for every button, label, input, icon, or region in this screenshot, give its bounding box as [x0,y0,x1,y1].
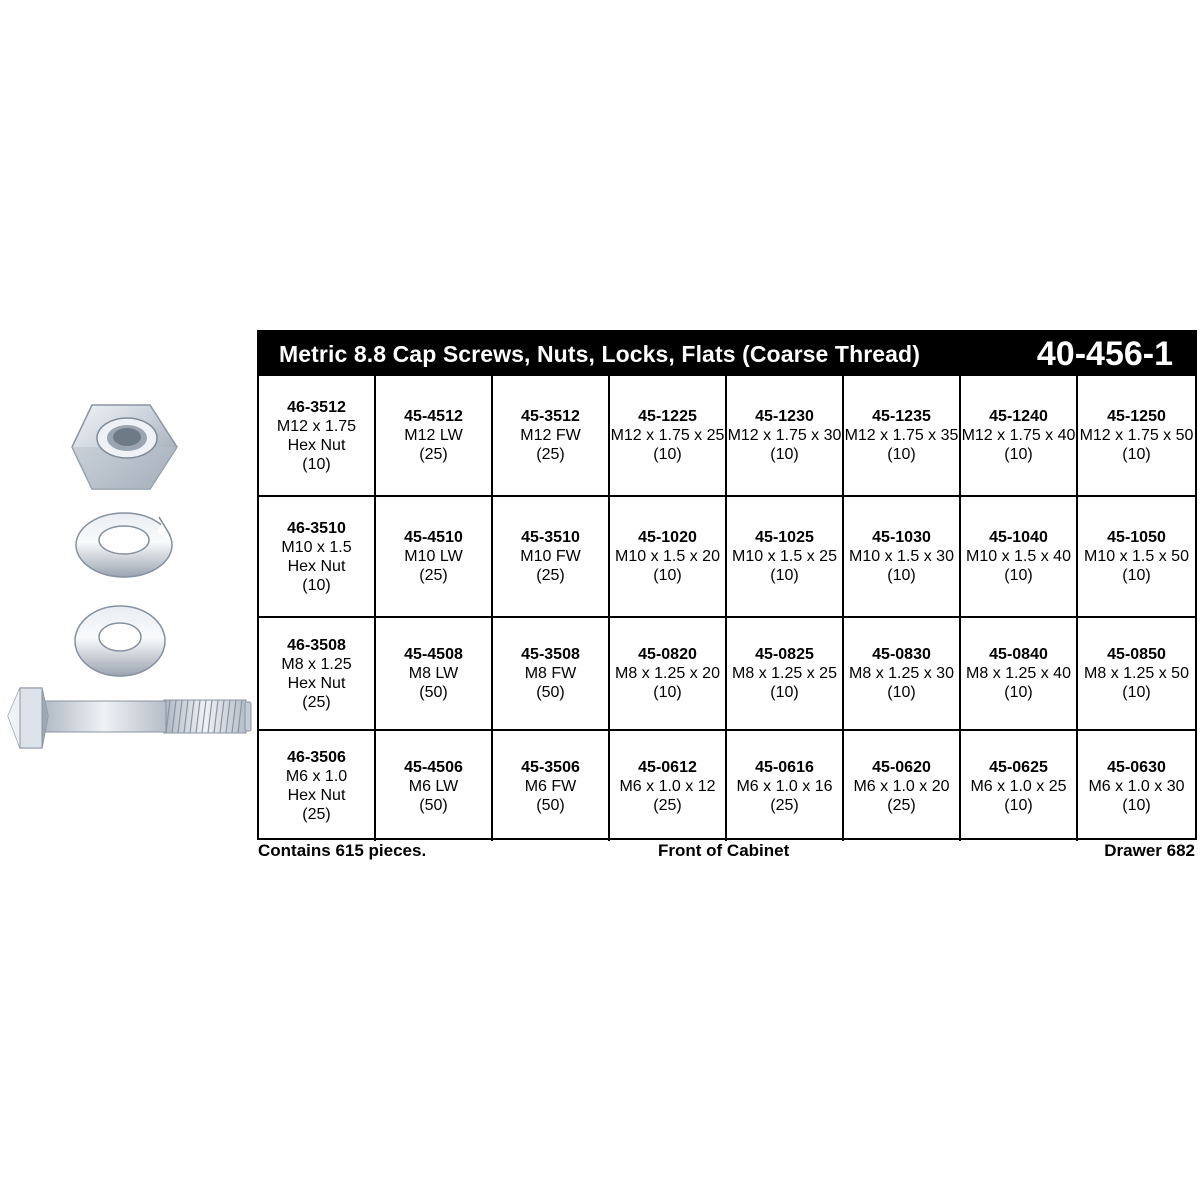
part-detail: (25) [653,796,682,814]
part-detail: M10 x 1.5 [281,538,352,556]
part-cell [376,497,493,618]
drawer-number: Drawer 682 [1104,841,1195,860]
part-cell [727,618,844,731]
part-number: 45-4508 [404,646,463,663]
part-cell [961,497,1078,618]
part-cell [376,731,493,841]
part-cell [610,618,727,731]
part-detail: M12 x 1.75 x 35 [844,427,959,444]
part-cell [961,731,1078,841]
part-number: 45-0620 [872,758,931,776]
part-number: 45-1240 [989,408,1048,425]
part-cell [1078,497,1195,618]
part-detail: (10) [1122,684,1151,701]
part-number: 45-1235 [872,408,931,425]
part-cell [493,497,610,618]
part-cell [844,497,961,618]
part-detail: (50) [536,796,565,814]
part-number: 45-0612 [638,758,697,776]
part-detail: M12 x 1.75 x 40 [961,427,1076,444]
part-detail: M8 x 1.25 x 30 [849,665,954,682]
part-detail: (10) [1004,446,1033,463]
part-detail: Hex Nut [287,557,346,575]
part-detail: M6 x 1.0 x 12 [619,777,716,795]
part-cell [844,376,961,497]
part-number: 45-0825 [755,646,814,663]
part-detail: (10) [1004,684,1033,701]
part-number: 45-3510 [521,529,580,546]
part-cell [1078,618,1195,731]
part-cell [493,618,610,731]
kit-number: 40-456-1 [1036,334,1173,373]
hardware-illustration [0,0,260,1200]
part-detail: (10) [887,446,916,463]
part-number: 45-3508 [521,646,580,663]
hex-nut-icon [72,405,177,489]
title-bar [259,332,1195,376]
part-number: 45-1020 [638,529,697,546]
part-detail: M10 x 1.5 x 30 [849,548,954,565]
part-number: 46-3510 [287,519,346,537]
part-detail: M12 x 1.75 x 30 [727,427,842,444]
part-detail: Hex Nut [287,436,346,454]
part-detail: (25) [419,446,448,463]
part-detail: (50) [419,796,448,814]
part-detail: (10) [653,684,682,701]
chart-footer [258,841,1195,863]
part-detail: M10 x 1.5 x 25 [732,548,837,565]
part-detail: (10) [1122,796,1151,814]
part-cell [493,731,610,841]
part-detail: M8 FW [524,665,577,682]
part-number: 45-4512 [404,408,463,425]
part-detail: (10) [653,446,682,463]
part-cell [961,376,1078,497]
part-cell [1078,376,1195,497]
part-number: 45-0840 [989,646,1048,663]
part-detail: M6 x 1.0 x 20 [853,777,950,795]
part-detail: (25) [302,693,331,711]
part-number: 45-1230 [755,408,814,425]
part-number: 45-1040 [989,529,1048,546]
parts-grid [259,376,1195,840]
part-cell [259,731,376,841]
part-detail: M8 x 1.25 x 25 [732,665,837,682]
part-number: 46-3508 [287,636,346,654]
part-cell [259,618,376,731]
part-cell [259,376,376,497]
part-detail: M6 FW [524,777,577,795]
part-number: 45-1030 [872,529,931,546]
part-detail: Hex Nut [287,674,346,692]
part-detail: (10) [1122,567,1151,584]
part-detail: M12 x 1.75 [276,417,357,435]
part-detail: M10 FW [520,548,581,565]
part-number: 45-0616 [755,758,814,776]
part-detail: Hex Nut [287,787,346,804]
part-detail: M12 LW [404,427,463,444]
part-number: 45-0630 [1107,758,1166,776]
part-cell [727,497,844,618]
part-detail: (10) [770,446,799,463]
part-cell [259,497,376,618]
chart-title: Metric 8.8 Cap Screws, Nuts, Locks, Flats (Coarse Thread) [279,340,920,367]
part-detail: (10) [770,684,799,701]
part-number: 45-0830 [872,646,931,663]
part-detail: M10 LW [404,548,463,565]
part-cell [493,376,610,497]
part-detail: (10) [770,567,799,584]
part-detail: (10) [302,576,331,594]
part-detail: M6 x 1.0 x 25 [970,777,1067,795]
part-detail: M12 x 1.75 x 25 [610,427,725,444]
part-detail: (25) [419,567,448,584]
part-detail: M6 LW [408,777,459,795]
part-detail: (25) [536,567,565,584]
flat-washer-icon [75,606,165,676]
part-cell [610,731,727,841]
cabinet-location: Front of Cabinet [658,841,790,860]
part-detail: (10) [653,567,682,584]
part-cell [844,618,961,731]
part-detail: (10) [1004,567,1033,584]
part-detail: (25) [536,446,565,463]
part-detail: M12 x 1.75 x 50 [1079,427,1194,444]
part-detail: M8 x 1.25 x 50 [1084,665,1189,682]
part-detail: (50) [536,684,565,701]
part-number: 45-1050 [1107,529,1166,546]
part-detail: M8 x 1.25 x 20 [615,665,720,682]
part-number: 46-3506 [287,749,346,766]
part-detail: M6 x 1.0 x 16 [736,777,833,795]
part-number: 46-3512 [287,398,346,416]
part-detail: (50) [419,684,448,701]
part-detail: M8 x 1.25 x 40 [966,665,1071,682]
part-detail: (10) [887,684,916,701]
parts-chart [257,330,1197,840]
part-detail: M8 LW [408,665,459,682]
part-number: 45-0820 [638,646,697,663]
part-detail: (10) [1122,446,1151,463]
cap-screw-icon [8,688,251,748]
part-number: 45-0850 [1107,646,1166,663]
part-cell [376,376,493,497]
part-number: 45-1250 [1107,408,1166,425]
part-detail: (10) [302,455,331,473]
part-number: 45-0625 [989,758,1048,776]
part-detail: (25) [770,796,799,814]
part-detail: M6 x 1.0 [285,768,348,785]
part-cell [844,731,961,841]
lock-washer-icon [76,513,175,577]
part-number: 45-1025 [755,529,814,546]
part-cell [727,376,844,497]
part-cell [1078,731,1195,841]
part-cell [376,618,493,731]
part-detail: (25) [887,796,916,814]
part-detail: (10) [1004,796,1033,814]
part-detail: (25) [302,806,331,823]
part-cell [961,618,1078,731]
part-number: 45-1225 [638,408,697,425]
part-detail: M10 x 1.5 x 40 [966,548,1071,565]
part-number: 45-3506 [521,758,580,776]
part-number: 45-4510 [404,529,463,546]
part-detail: M6 x 1.0 x 30 [1088,777,1185,795]
part-cell [610,497,727,618]
piece-count: Contains 615 pieces. [258,841,427,860]
part-cell [727,731,844,841]
part-detail: M10 x 1.5 x 20 [615,548,720,565]
part-number: 45-3512 [521,408,580,425]
part-number: 45-4506 [404,758,463,776]
part-detail: M10 x 1.5 x 50 [1084,548,1189,565]
part-detail: (10) [887,567,916,584]
part-detail: M8 x 1.25 [281,655,352,673]
part-cell [610,376,727,497]
part-detail: M12 FW [520,427,581,444]
